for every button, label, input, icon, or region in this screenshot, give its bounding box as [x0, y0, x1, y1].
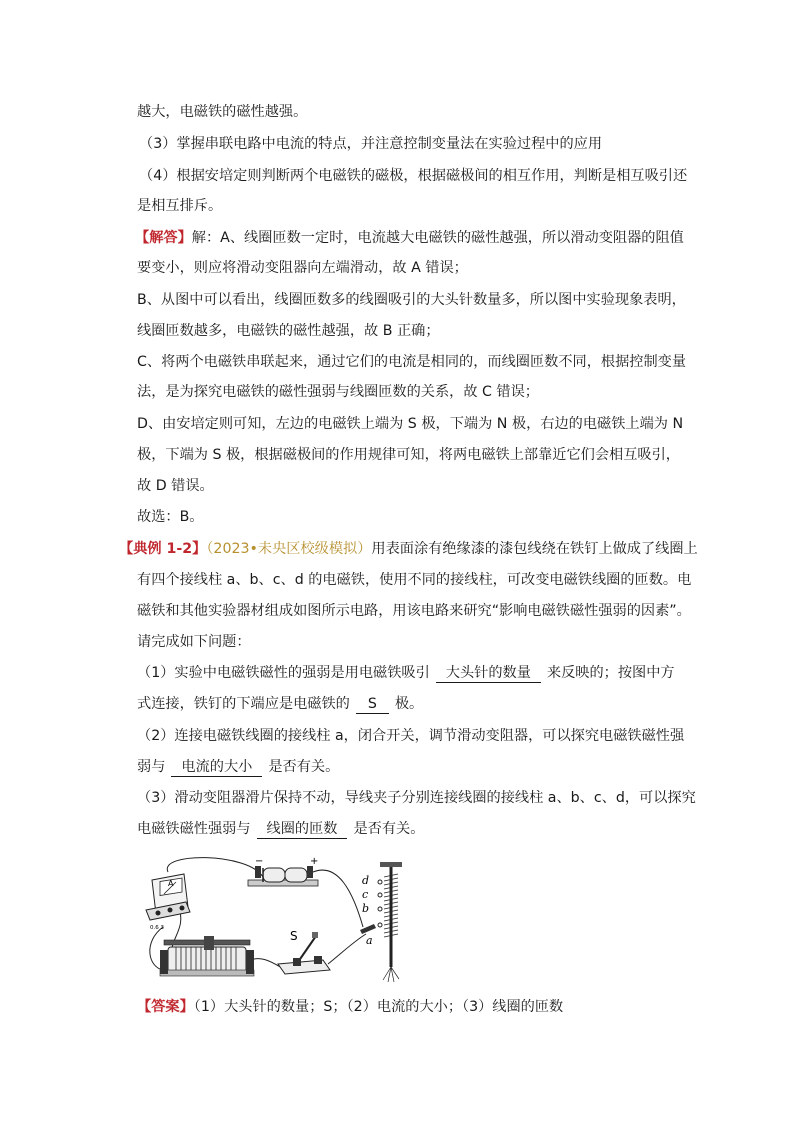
switch-icon [278, 929, 330, 974]
answer-blank: 电流的大小 [171, 759, 262, 777]
text-line: 故选：B。 [137, 509, 204, 525]
electromagnet-icon [360, 862, 402, 982]
wire [313, 870, 363, 927]
svg-text:c: c [362, 888, 369, 901]
svg-text:S: S [290, 929, 298, 943]
circuit-diagram [138, 852, 423, 987]
text-line: C、将两个电磁铁串联起来，通过它们的电流是相同的，而线圈匝数不同，根据控制变量 [137, 354, 687, 370]
circuit-figure [138, 852, 423, 987]
svg-text:d: d [362, 874, 370, 887]
svg-text:+: + [310, 856, 319, 867]
answer-tag: 【答案】 [137, 999, 194, 1015]
text-line: 解：A、线圈匝数一定时，电流越大电磁铁的磁性越强，所以滑动变阻器的阻值 [191, 230, 684, 246]
answer-blank: 大头针的数量 [436, 665, 541, 683]
text-line: 磁铁和其他实验器材组成如图所示电路，用该电路来研究“影响电磁铁磁性强弱的因素”。 [137, 603, 691, 619]
ammeter-icon [146, 874, 190, 931]
text-line: （2）连接电磁铁线圈的接线柱 a，闭合开关，调节滑动变阻器，可以探究电磁铁磁性强 [137, 728, 685, 744]
text-line: 极，下端为 S 极，根据磁极间的作用规律可知，将两电磁铁上部靠近它们会相互吸引， [137, 447, 680, 463]
text-line: 请完成如下问题： [137, 634, 251, 650]
svg-text:b: b [362, 902, 370, 915]
text-line: 线圈匝数越多，电磁铁的磁性越强，故 B 正确； [137, 323, 440, 339]
text-line: （4）根据安培定则判断两个电磁铁的磁极，根据磁极间的相互作用，判断是相互吸引还 [139, 168, 688, 184]
text-line: B、从图中可以看出，线圈匝数多的线圈吸引的大头针数量多，所以图中实验现象表明， [137, 292, 686, 308]
battery-icon [248, 856, 318, 886]
example-source: （2023•未央区校级模拟） [206, 541, 372, 557]
text-line: 是相互排斥。 [137, 198, 223, 214]
answer-blank: 线圈的匝数 [257, 821, 348, 839]
text-line: 要变小，则应将滑动变阻器向左端滑动，故 A 错误； [137, 260, 468, 276]
text-line: （3）滑动变阻器滑片保持不动，导线夹子分别连接线圈的接线柱 a、b、c、d，可以探究 [137, 790, 696, 806]
text-line: （3）掌握串联电路中电流的特点，并注意控制变量法在实验过程中的应用 [139, 136, 603, 152]
svg-text:−: − [255, 856, 264, 867]
text-line: 法，是为探究电磁铁的磁性强弱与线圈匝数的关系，故 C 错误； [137, 384, 539, 400]
answer-blank: S [356, 696, 389, 714]
svg-text:A: A [168, 879, 174, 888]
example-tag: 【典例 1-2】 [119, 541, 207, 557]
text-line: 故 D 错误。 [137, 478, 214, 494]
answer-text: （1）大头针的数量；S；（2）电流的大小；（3）线圈的匝数 [193, 999, 564, 1015]
text-line: 用表面涂有绝缘漆的漆包线绕在铁钉上做成了线圈上 [371, 541, 698, 557]
svg-text:a: a [366, 934, 373, 947]
text-line: 越大，电磁铁的磁性越强。 [137, 104, 308, 120]
answer-line [137, 997, 563, 1017]
solution-tag: 【解答】 [135, 230, 192, 246]
svg-text:0.6 3: 0.6 3 [150, 925, 164, 931]
rheostat-icon [160, 936, 254, 976]
text-line: D、由安培定则可知，左边的电磁铁上端为 S 极，下端为 N 极，右边的电磁铁上端为 N [137, 416, 684, 432]
wire [328, 934, 366, 964]
text-line: 有四个接线柱 a、b、c、d 的电磁铁，使用不同的接线柱，可改变电磁铁线圈的匝数。电 [137, 572, 692, 588]
